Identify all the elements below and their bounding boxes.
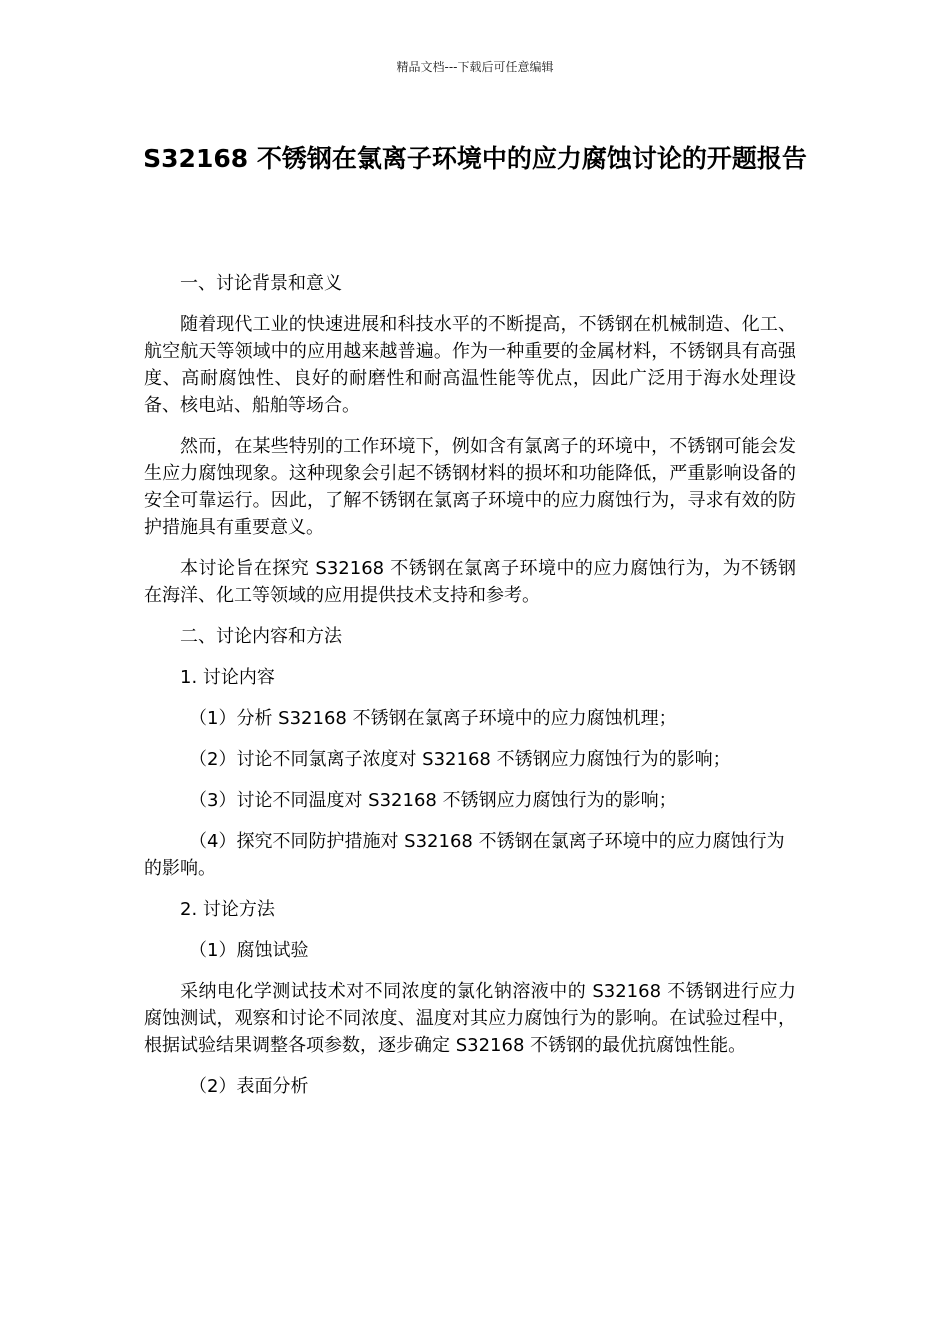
page-header: 精品文档---下载后可任意编辑	[396, 60, 554, 74]
content-item-3: （3）讨论不同温度对 S32168 不锈钢应力腐蚀行为的影响；	[189, 790, 677, 811]
document-title: S32168 不锈钢在氯离子环境中的应力腐蚀讨论的开题报告	[143, 144, 807, 173]
document-body	[144, 270, 796, 1100]
content-item-2: （2）讨论不同氯离子浓度对 S32168 不锈钢应力腐蚀行为的影响；	[189, 749, 731, 770]
subheading-content: 1. 讨论内容	[180, 667, 275, 688]
content-item-4: （4）探究不同防护措施对 S32168 不锈钢在氯离子环境中的应力腐蚀行为的影响。	[144, 831, 785, 879]
content-item-1: （1）分析 S32168 不锈钢在氯离子环境中的应力腐蚀机理；	[189, 708, 677, 729]
method-item-1: （1）腐蚀试验	[189, 940, 309, 961]
paragraph-background-1: 随着现代工业的快速进展和科技水平的不断提高，不锈钢在机械制造、化工、航空航天等领域中的应用越来越普遍。作为一种重要的金属材料，不锈钢具有高强度、高耐腐蚀性、良好的耐磨性和耐高温性能等优点，因此广泛用于海水处理设备、核电站、船舶等场合。	[144, 314, 796, 416]
paragraph-background-3: 本讨论旨在探究 S32168 不锈钢在氯离子环境中的应力腐蚀行为，为不锈钢在海洋、化工等领域的应用提供技术支持和参考。	[144, 558, 796, 606]
subheading-methods: 2. 讨论方法	[180, 899, 275, 920]
section-heading-content-methods: 二、讨论内容和方法	[180, 626, 342, 647]
paragraph-background-2: 然而，在某些特别的工作环境下，例如含有氯离子的环境中，不锈钢可能会发生应力腐蚀现象。这种现象会引起不锈钢材料的损坏和功能降低，严重影响设备的安全可靠运行。因此，了解不锈钢在氯离子环境中的应力腐蚀行为，寻求有效的防护措施具有重要意义。	[144, 436, 796, 538]
paragraph-method-1: 采纳电化学测试技术对不同浓度的氯化钠溶液中的 S32168 不锈钢进行应力腐蚀测试，观察和讨论不同浓度、温度对其应力腐蚀行为的影响。在试验过程中，根据试验结果调整各项参数，逐步确定 S32168 不锈钢的最优抗腐蚀性能。	[144, 981, 796, 1056]
section-heading-background: 一、讨论背景和意义	[180, 273, 342, 294]
method-item-2: （2）表面分析	[189, 1076, 309, 1097]
